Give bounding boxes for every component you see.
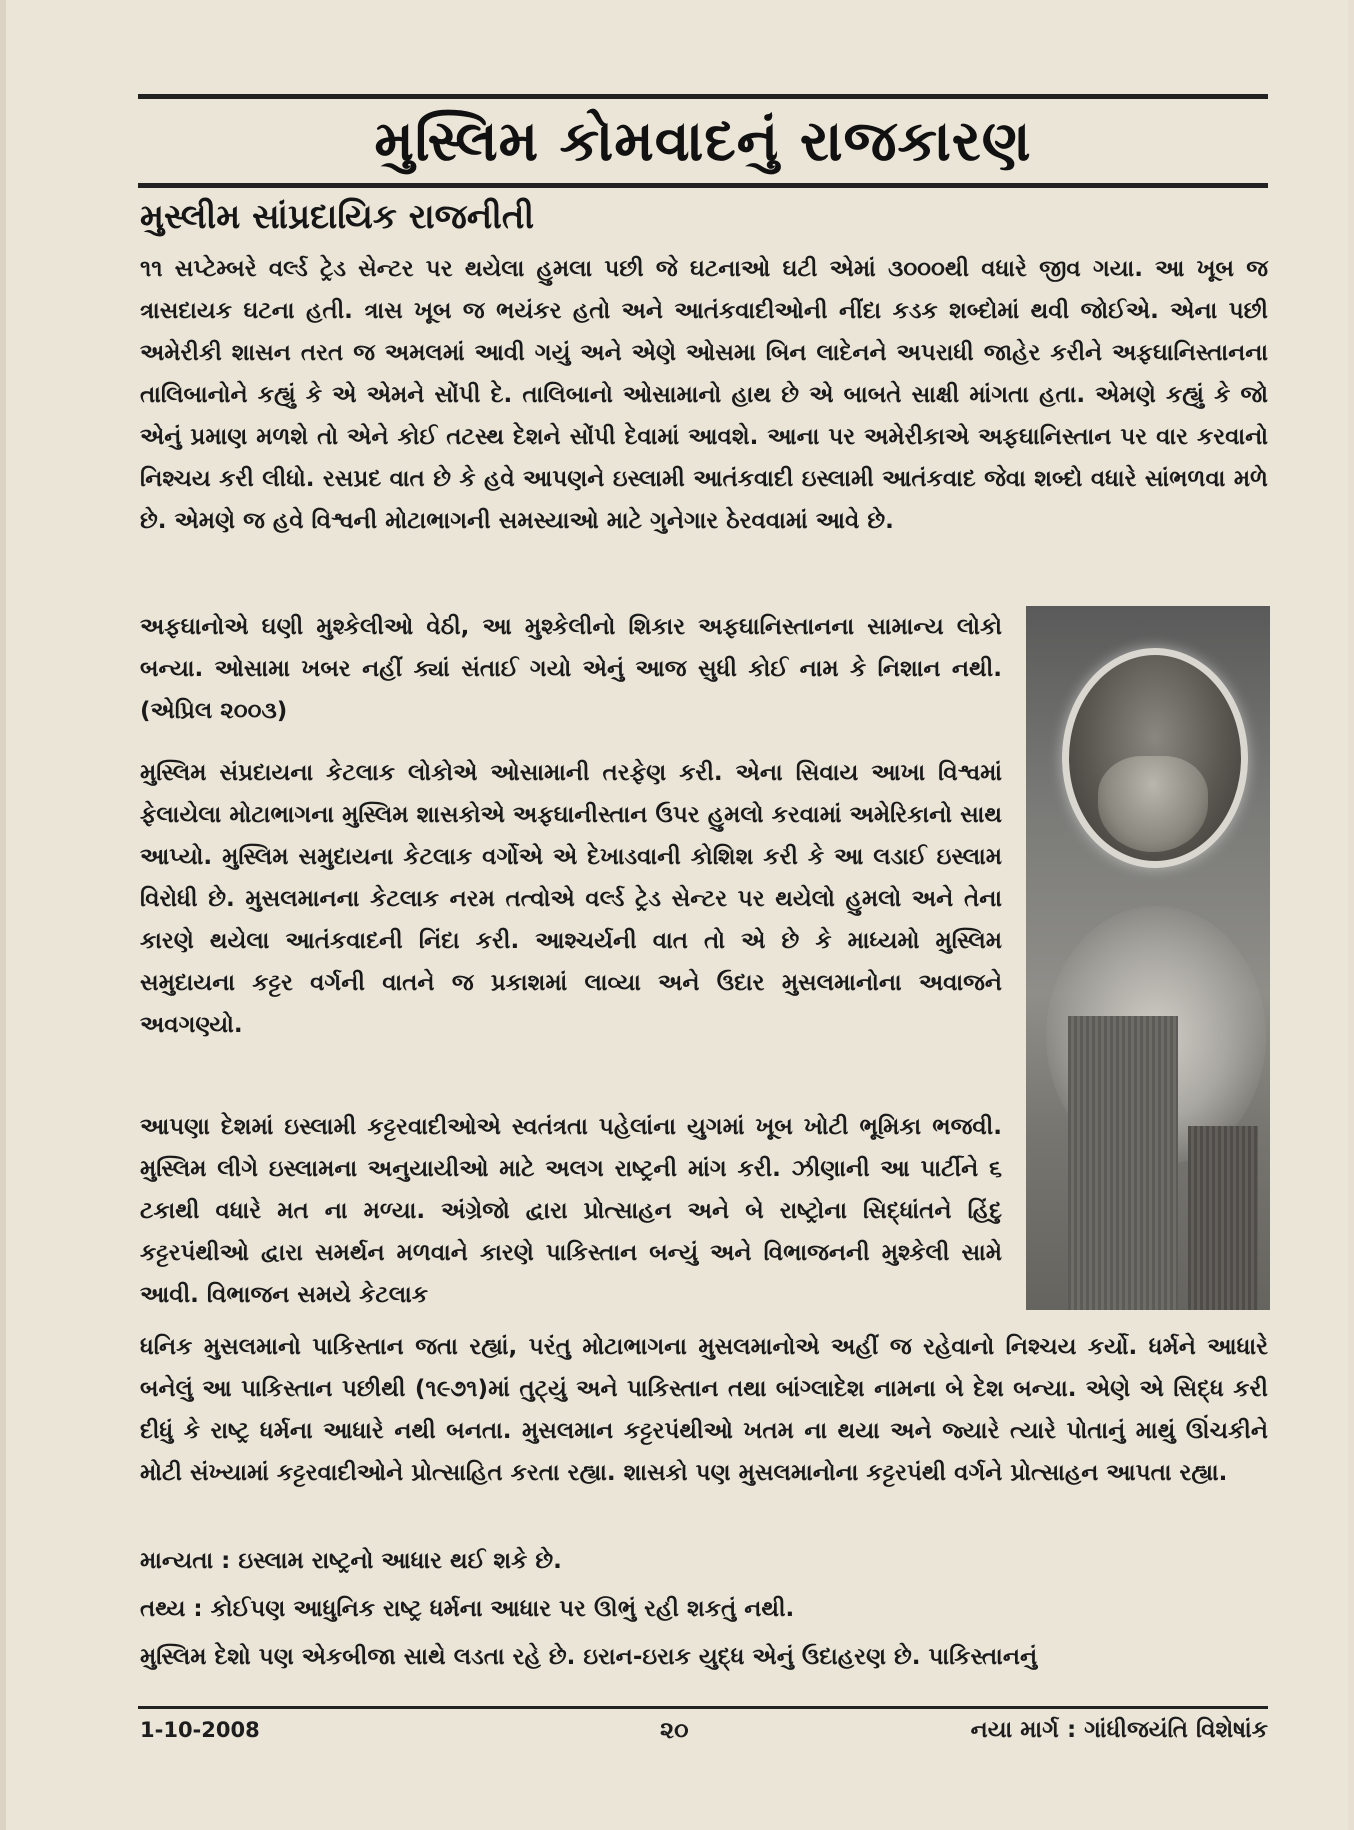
top-rule: [138, 94, 1268, 99]
paragraph-3: મુસ્લિમ સંપ્રદાયના કેટલાક લોકોએ ઓસામાની તરફેણ કરી. એના સિવાય આખા વિશ્વમાં ફેલાયેલા મોટાભાગના મુસ્લિમ શાસકોએ અફઘાનીસ્તાન ઉપર હુમલો કરવામાં અમેરિકાનો સાથ આપ્યો. મુસ્લિમ સમુદાયના કેટલાક વર્ગોએ એ દેખાડવાની કોશિશ કરી કે આ લડાઈ ઇસ્લામ વિરોધી છે. મુસલમાનના કેટલાક નરમ તત્વોએ વર્લ્ડ ટ્રેડ સેન્ટર પર થયેલો હુમલો અને તેના કારણે થયેલા આતંકવાદની નિંદા કરી. આશ્ચર્યની વાત તો એ છે કે માધ્યમો મુસ્લિમ સમુદાયના કટ્ટર વર્ગની વાતને જ પ્રકાશમાં લાવ્યા અને ઉદાર મુસલમાનોના અવાજને અવગણ્યો.: [140, 760, 1002, 1038]
tower-shape: [1068, 1016, 1178, 1310]
magazine-name: નયા માર્ગ : ગાંધીજયંતિ વિશેષાંક: [970, 1717, 1268, 1743]
footer-rule: [138, 1706, 1268, 1709]
paragraph-1: ૧૧ સપ્ટેમ્બરે વર્લ્ડ ટ્રેડ સેન્ટર પર થયેલા હુમલા પછી જે ઘટનાઓ ઘટી એમાં ૩૦૦૦થી વધારે જીવ ગયા. આ ખૂબ જ ત્રાસદાયક ઘટના હતી. ત્રાસ ખૂબ જ ભયંકર હતો અને આતંકવાદીઓની નીંદા કડક શબ્દોમાં થવી જોઈએ. એના પછી અમેરીકી શાસન તરત જ અમલમાં આવી ગયું અને એણે ઓસમા બિન લાદેનને અપરાધી જાહેર કરીને અફઘાનિસ્તાનના તાલિબાનોને કહ્યું કે એ એમને સોંપી દે. તાલિબાનો ઓસામાનો હાથ છે એ બાબતે સાક્ષી માંગતા હતા. એમણે કહ્યું કે જો એનું પ્રમાણ મળશે તો એને કોઈ તટસ્થ દેશને સોંપી દેવામાં આવશે. આના પર અમેરીકાએ અફઘાનિસ્તાન પર વાર કરવાનો નિશ્ચય કરી લીધો. રસપ્રદ વાત છે કે હવે આપણને ઇસ્લામી આતંકવાદી ઇસ્લામી આતંકવાદ જેવા શબ્દો વધારે સાંભળવા મળે છે. એમણે જ હવે વિશ્વની મોટાભાગની સમસ્યાઓ માટે ગુનેગાર ઠેરવવામાં આવે છે.: [140, 256, 1268, 534]
paragraph-2: અફઘાનોએ ઘણી મુશ્કેલીઓ વેઠી, આ મુશ્કેલીનો શિકાર અફઘાનિસ્તાનના સામાન્ય લોકો બન્યા. ઓસામા ખબર નહીં ક્યાં સંતાઈ ગયો એનું આજ સુધી કોઈ નામ કે નિશાન નથી. (એપ્રિલ ૨૦૦૩): [140, 614, 1002, 724]
paragraph-4: આપણા દેશમાં ઇસ્લામી કટ્ટરવાદીઓએ સ્વતંત્રતા પહેલાંના યુગમાં ખૂબ ખોટી ભૂમિકા ભજવી. મુસ્લિમ લીગે ઇસ્લામના અનુયાયીઓ માટે અલગ રાષ્ટ્રની માંગ કરી. ઝીણાની આ પાર્ટીને ૬ ટકાથી વધારે મત ના મળ્યા. અંગ્રેજો દ્વારા પ્રોત્સાહન અને બે રાષ્ટ્રોના સિદ્ધાંતને હિંદુ કટ્ટરપંથીઓ દ્વારા સમર્થન મળવાને કારણે પાકિસ્તાન બન્યું અને વિભાજનની મુશ્કેલી સામે આવી. વિભાજન સમયે કેટલાક: [140, 1114, 1002, 1308]
article-title: મુસ્લિમ કોમવાદનું રાજકારણ: [374, 109, 1032, 174]
fact-line: તથ્ય : કોઈપણ આધુનિક રાષ્ટ્ર ધર્મના આધાર પર ઊભું રહી શકતું નથી.: [140, 1596, 795, 1622]
paragraph-last: મુસ્લિમ દેશો પણ એકબીજા સાથે લડતા રહે છે. ઇરાન-ઇરાક યુદ્ધ એનું ઉદાહરણ છે. પાકિસ્તાનનું: [140, 1644, 1038, 1670]
footer-date: 1-10-2008: [140, 1718, 260, 1742]
portrait-detail: [1098, 756, 1208, 852]
tower-shape-secondary: [1188, 1126, 1258, 1310]
article-photo: [1026, 606, 1270, 1310]
section-heading: મુસ્લીમ સાંપ્રદાયિક રાજનીતી: [140, 197, 535, 237]
belief-line: માન્યતા : ઇસ્લામ રાષ્ટ્રનો આધાર થઈ શકે છે.: [140, 1548, 562, 1574]
title-rule: [138, 183, 1268, 188]
page-number: ૨૦: [660, 1716, 689, 1744]
paragraph-5: ધનિક મુસલમાનો પાકિસ્તાન જતા રહ્યાં, પરંતુ મોટાભાગના મુસલમાનોએ અહીં જ રહેવાનો નિશ્ચય કર્યો. ધર્મને આધારે બનેલું આ પાકિસ્તાન પછીથી (૧૯૭૧)માં તુટ્યું અને પાકિસ્તાન તથા બાંગ્લાદેશ નામના બે દેશ બન્યા. એણે એ સિદ્ધ કરી દીધું કે રાષ્ટ્ર ધર્મના આધારે નથી બનતા. મુસલમાન કટ્ટરપંથીઓ ખતમ ના થયા અને જ્યારે ત્યારે પોતાનું માથું ઊંચકીને મોટી સંખ્યામાં કટ્ટરવાદીઓને પ્રોત્સાહિત કરતા રહ્યા. શાસકો પણ મુસલમાનોના કટ્ટરપંથી વર્ગને પ્રોત્સાહન આપતા રહ્યા.: [140, 1334, 1268, 1486]
